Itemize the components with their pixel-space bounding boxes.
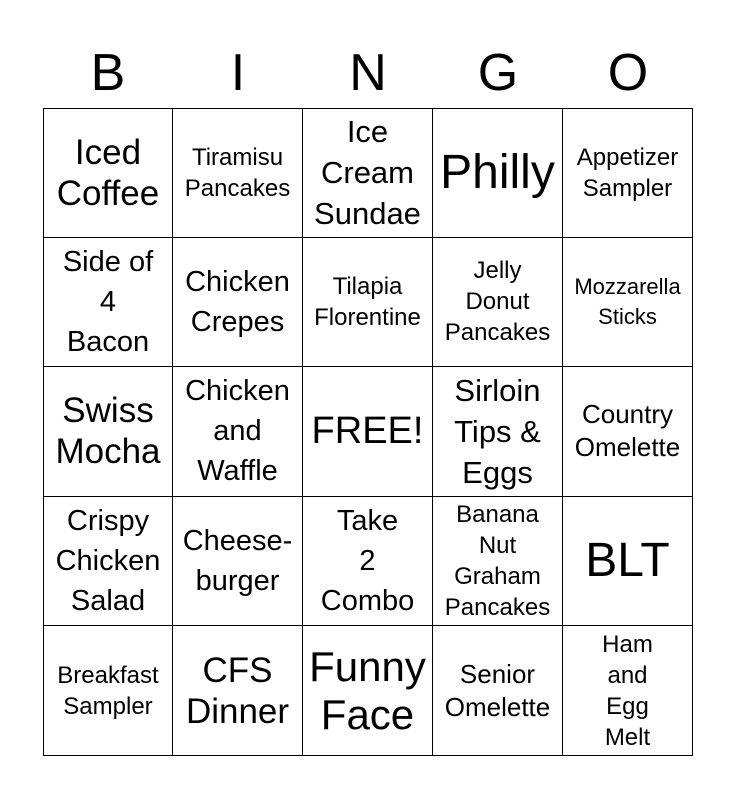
cell-label: Chicken Crepes xyxy=(185,265,290,338)
bingo-cell[interactable] xyxy=(173,238,303,368)
cell-label: Tilapia Florentine xyxy=(314,272,421,331)
header-letter-b: B xyxy=(90,44,126,102)
bingo-cell[interactable] xyxy=(173,367,303,497)
bingo-cell[interactable] xyxy=(173,108,303,238)
cell-label: CFS Dinner xyxy=(185,650,290,731)
header-letter-o: O xyxy=(607,44,649,102)
bingo-board xyxy=(43,108,693,756)
bingo-cell[interactable] xyxy=(563,238,693,368)
cell-label: Cheese- burger xyxy=(182,525,293,598)
bingo-cell[interactable] xyxy=(43,238,173,368)
cell-label: Senior Omelette xyxy=(444,658,551,722)
cell-label: Jelly Donut Pancakes xyxy=(444,257,551,347)
bingo-cell[interactable] xyxy=(43,497,173,627)
bingo-cell[interactable] xyxy=(433,367,563,497)
header-letter-n: N xyxy=(349,44,387,102)
cell-label: Take 2 Combo xyxy=(320,505,415,618)
bingo-cell[interactable] xyxy=(303,497,433,627)
bingo-cell[interactable] xyxy=(43,367,173,497)
cell-label: Sirloin Tips & Eggs xyxy=(454,372,541,490)
cell-label: Ham and Egg Melt xyxy=(602,630,653,751)
cell-label: Appetizer Sampler xyxy=(576,143,679,202)
cell-label: Mozzarella Sticks xyxy=(574,273,681,329)
bingo-cell[interactable] xyxy=(563,367,693,497)
cell-label: Country Omelette xyxy=(574,399,681,463)
cell-label: Crispy Chicken Salad xyxy=(55,505,161,618)
cell-label: Tiramisu Pancakes xyxy=(184,143,291,202)
free-space-cell[interactable] xyxy=(303,367,433,497)
cell-label: Swiss Mocha xyxy=(55,391,161,472)
bingo-cell[interactable] xyxy=(433,238,563,368)
cell-label: Chicken and Waffle xyxy=(185,375,290,488)
cell-label: Funny Face xyxy=(309,642,426,738)
bingo-header xyxy=(43,40,693,106)
bingo-cell[interactable] xyxy=(433,626,563,756)
bingo-cell[interactable] xyxy=(563,497,693,627)
bingo-cell[interactable] xyxy=(43,108,173,238)
cell-label: FREE! xyxy=(311,410,424,453)
cell-label: Philly xyxy=(440,145,555,199)
bingo-cell[interactable] xyxy=(303,108,433,238)
cell-label: Side of 4 Bacon xyxy=(62,245,154,358)
bingo-cell[interactable] xyxy=(563,108,693,238)
bingo-cell[interactable] xyxy=(173,626,303,756)
bingo-cell[interactable] xyxy=(173,497,303,627)
header-letter-g: G xyxy=(477,44,519,102)
cell-label: BLT xyxy=(585,534,670,588)
cell-label: Ice Cream Sundae xyxy=(314,114,421,232)
bingo-cell[interactable] xyxy=(433,497,563,627)
cell-label: Banana Nut Graham Pancakes xyxy=(444,501,551,622)
bingo-cell[interactable] xyxy=(563,626,693,756)
bingo-cell[interactable] xyxy=(303,626,433,756)
bingo-cell[interactable] xyxy=(303,238,433,368)
header-letter-i: I xyxy=(230,44,246,102)
bingo-cell[interactable] xyxy=(433,108,563,238)
cell-label: Breakfast Sampler xyxy=(57,661,159,720)
bingo-cell[interactable] xyxy=(43,626,173,756)
cell-label: Iced Coffee xyxy=(56,132,160,213)
